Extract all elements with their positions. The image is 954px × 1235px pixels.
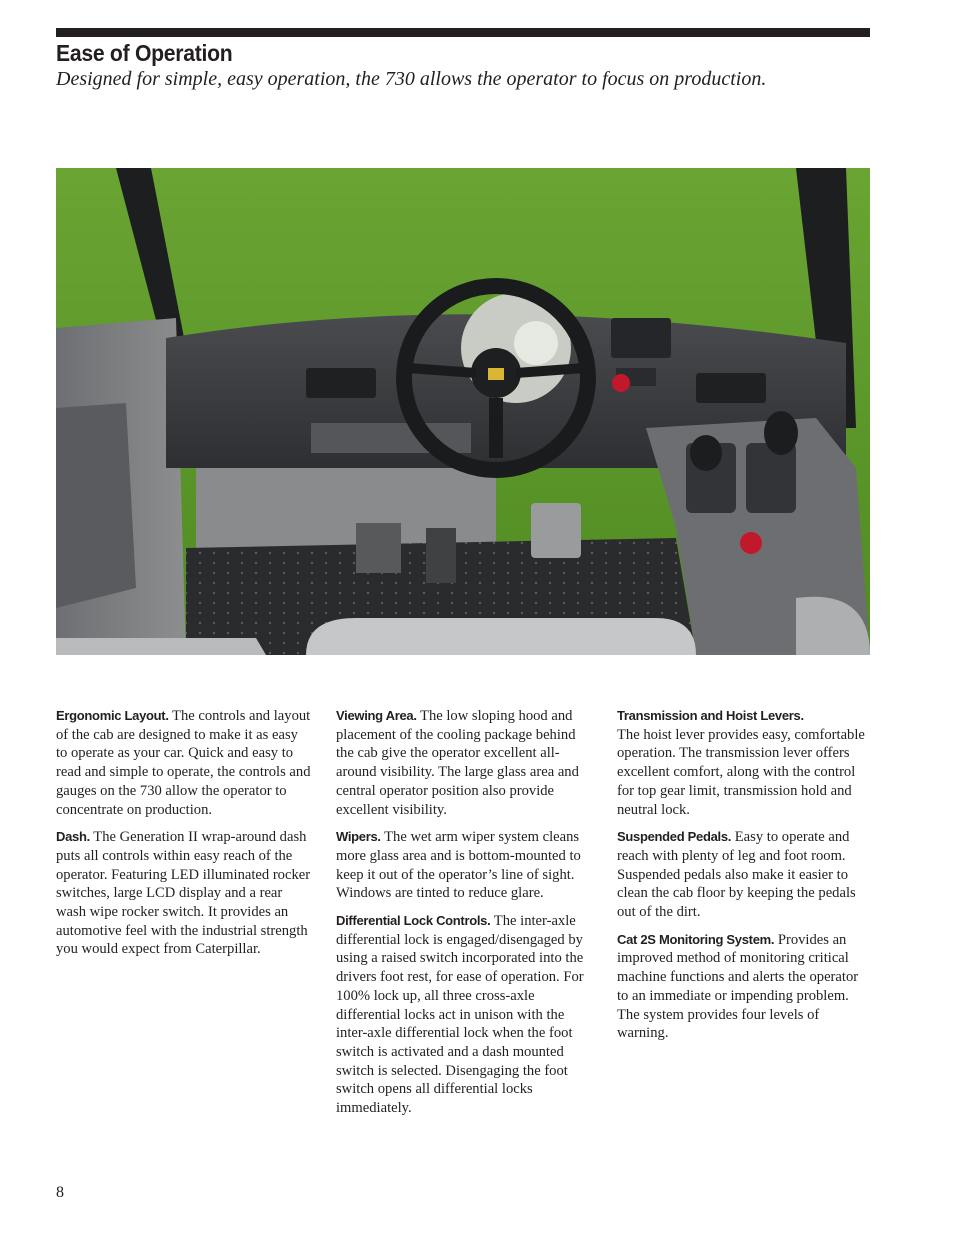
paragraph-ergonomic-layout	[56, 707, 312, 819]
cab-interior-photo	[56, 168, 870, 655]
paragraph-monitoring-system	[617, 931, 873, 1043]
paragraph-viewing-area	[336, 707, 592, 819]
paragraph-differential-lock	[336, 912, 592, 1118]
text-column-2	[336, 707, 592, 1127]
paragraph-lead: Viewing Area.	[336, 708, 417, 723]
paragraph-body: The Generation II wrap-around dash puts all controls within easy reach of the operator. Featuring LED illuminated rocker switches, large LCD display and a rear wash wipe rocker switch. It provides an automotive feel with the industrial strength you would expect from Caterpillar.	[56, 829, 311, 958]
paragraph-dash	[56, 828, 312, 959]
paragraph-lead: Cat 2S Monitoring System.	[617, 931, 775, 947]
paragraph-lead: Differential Lock Controls.	[336, 913, 491, 929]
page-subtitle: Designed for simple, easy operation, the 730 allows the operator to focus on production.	[56, 68, 767, 90]
paragraph-body: The controls and layout of the cab are designed to make it as easy to operate as your car. Quick and easy to read and simple to operate, the controls and gauges on the 730 allow the operator to concentrate on production.	[56, 708, 311, 818]
paragraph-suspended-pedals	[617, 828, 873, 922]
paragraph-body: Provides an improved method of monitoring critical machine functions and alerts the operator to an immediate or impending problem. The system provides four levels of warning.	[617, 931, 859, 1042]
paragraph-wipers	[336, 828, 592, 903]
paragraph-lead: Dash.	[56, 829, 90, 845]
paragraph-body: Easy to operate and reach with plenty of leg and foot room. Suspended pedals also make it easier to clean the cab floor by keeping the pedals out of the dirt.	[617, 829, 856, 921]
paragraph-body: The inter-axle differential lock is engaged/disengaged by using a raised switch incorporated into the drivers foot rest, for ease of operation. For 100% lock up, all three cross-axle differential locks act in unison with the inter-axle differential lock when the foot switch is activated and a dash mounted switch is selected. Disengaging the foot switch opens all differential locks immediately.	[336, 913, 584, 1117]
paragraph-body: The hoist lever provides easy, comfortable operation. The transmission lever offers excellent comfort, along with the control for top gear limit, transmission hold and neutral lock.	[617, 726, 865, 818]
paragraph-lead: Suspended Pedals.	[617, 829, 732, 845]
page-title: Ease of Operation	[56, 40, 233, 66]
paragraph-body: The low sloping hood and placement of the cooling package behind the cab give the operator excellent all-around visibility. The large glass area and central operator position also provide excellent visibility.	[336, 708, 579, 818]
paragraph-lead: Ergonomic Layout.	[56, 708, 169, 723]
paragraph-lead: Wipers.	[336, 829, 381, 845]
text-column-3	[617, 707, 873, 1052]
page-number: 8	[56, 1184, 64, 1201]
paragraph-transmission-hoist	[617, 707, 873, 819]
top-rule	[56, 28, 870, 37]
paragraph-lead: Transmission and Hoist Levers.	[617, 708, 804, 723]
text-column-1	[56, 707, 312, 968]
paragraph-body: The wet arm wiper system cleans more glass area and is bottom-mounted to keep it out of the operator’s line of sight. Windows are tinted to reduce glare.	[336, 829, 581, 902]
